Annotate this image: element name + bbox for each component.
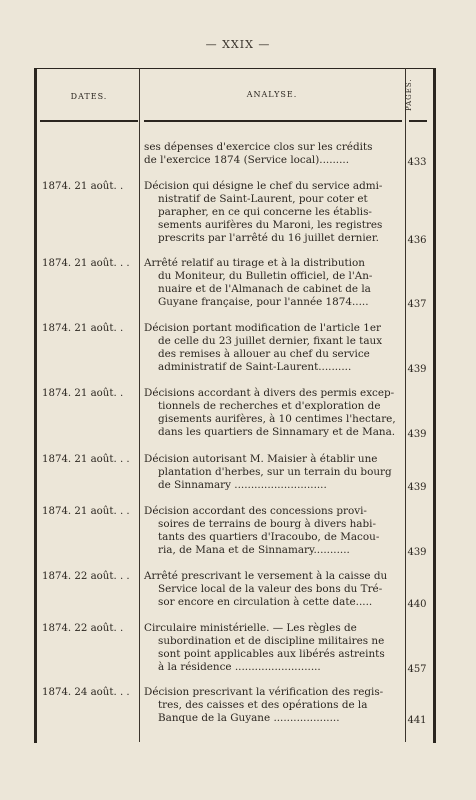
header-rule <box>144 120 402 122</box>
entry-line: plantation d'herbes, sur un terrain du bourg <box>158 466 392 478</box>
entry-date: 1874. 22 août. . <box>42 623 124 634</box>
entry-analysis <box>144 570 402 609</box>
entry-analysis <box>144 622 402 674</box>
entry-line: gisements aurifères, à 10 centimes l'hectare, <box>158 413 396 425</box>
entry-analysis <box>144 257 402 309</box>
entry-line: sor encore en circulation à cette date..... <box>158 596 373 608</box>
entry-line: Décision qui désigne le chef du service admi- <box>144 180 383 192</box>
entry-date: 1874. 24 août. . . <box>42 687 130 698</box>
entry-line: des remises à allouer au chef du service <box>158 348 370 360</box>
entry-analysis <box>144 505 402 557</box>
header-rule <box>40 120 138 122</box>
entry-line: Arrêté relatif au tirage et à la distribution <box>144 257 365 269</box>
entry-line: Décision accordant des concessions provi- <box>144 505 367 517</box>
entry-line: Arrêté prescrivant le versement à la caisse du <box>144 570 388 582</box>
entry-line: à la résidence .......................... <box>158 661 321 673</box>
entry-line: Décision autorisant M. Maisier à établir une <box>144 453 378 465</box>
entry-line: de Sinnamary ............................ <box>158 479 327 491</box>
entry-line: administratif de Saint-Laurent.......... <box>158 361 352 373</box>
entry-page: 439 <box>407 547 427 558</box>
entry-line: Circulaire ministérielle. — Les règles de <box>144 622 357 634</box>
entry-date: 1874. 21 août. . . <box>42 258 130 269</box>
entry-line: Banque de la Guyane .................... <box>158 712 340 724</box>
entry-line: Décision portant modification de l'article 1er <box>144 322 381 334</box>
entry-analysis <box>144 387 402 439</box>
entry-date: 1874. 21 août. . <box>42 323 124 334</box>
entry-page: 439 <box>407 364 427 375</box>
entry-page: 440 <box>407 599 427 610</box>
column-header-pages: PAGES. <box>405 78 413 112</box>
entry-line: Service local de la valeur des bons du Tré- <box>158 583 383 595</box>
page-header: — XXIX — <box>205 38 271 51</box>
entry-line: du Moniteur, du Bulletin officiel, de l'An- <box>158 270 373 282</box>
entry-date: 1874. 21 août. . <box>42 388 124 399</box>
entry-line: soires de terrains de bourg à divers habi- <box>158 518 376 530</box>
entry-date: 1874. 21 août. . . <box>42 454 130 465</box>
entry-page: 433 <box>407 157 427 168</box>
entry-line: parapher, en ce qui concerne les établis- <box>158 206 372 218</box>
entry-line: sont point applicables aux libérés astreints <box>158 648 385 660</box>
entry-line: dans les quartiers de Sinnamary et de Mana. <box>158 426 396 438</box>
entry-line: nuaire et de l'Almanach de cabinet de la <box>158 283 371 295</box>
entry-line: Décisions accordant à divers des permis excep- <box>144 387 395 399</box>
entry-line: Décision prescrivant la vérification des regis- <box>144 686 384 698</box>
entry-date: 1874. 22 août. . . <box>42 571 130 582</box>
column-header-analysis: ANALYSE. <box>246 90 298 99</box>
entry-line: sements aurifères du Maroni, les registres <box>158 219 383 231</box>
entry-line: prescrits par l'arrêté du 16 juillet dernier. <box>158 232 379 244</box>
entry-page: 441 <box>407 715 427 726</box>
column-header-dates: DATES. <box>70 92 108 101</box>
entry-line: tants des quartiers d'Iracoubo, de Macou- <box>158 531 380 543</box>
entry-analysis <box>144 453 402 492</box>
column-divider <box>405 68 406 742</box>
entry-analysis <box>144 141 402 167</box>
entry-page: 437 <box>407 299 427 310</box>
entry-line: tres, des caisses et des opérations de la <box>158 699 368 711</box>
entry-line: nistratif de Saint-Laurent, pour coter et <box>158 193 368 205</box>
entry-line: Guyane française, pour l'année 1874..... <box>158 296 369 308</box>
entry-page: 439 <box>407 482 427 493</box>
entry-line: de celle du 23 juillet dernier, fixant le taux <box>158 335 383 347</box>
entry-page: 457 <box>407 664 427 675</box>
entry-analysis <box>144 686 402 725</box>
entry-analysis <box>144 322 402 374</box>
entry-line: ria, de Mana et de Sinnamary........... <box>158 544 350 556</box>
entry-line: de l'exercice 1874 (Service local)......... <box>144 154 350 166</box>
entry-date: 1874. 21 août. . <box>42 181 124 192</box>
entry-analysis <box>144 180 402 245</box>
entry-page: 439 <box>407 429 427 440</box>
entry-line: subordination et de discipline militaires ne <box>158 635 385 647</box>
entry-line: tionnels de recherches et d'exploration de <box>158 400 381 412</box>
header-rule <box>409 120 427 122</box>
entry-date: 1874. 21 août. . . <box>42 506 130 517</box>
entry-line: ses dépenses d'exercice clos sur les crédits <box>144 141 373 153</box>
entry-page: 436 <box>407 235 427 246</box>
column-divider <box>139 68 140 742</box>
